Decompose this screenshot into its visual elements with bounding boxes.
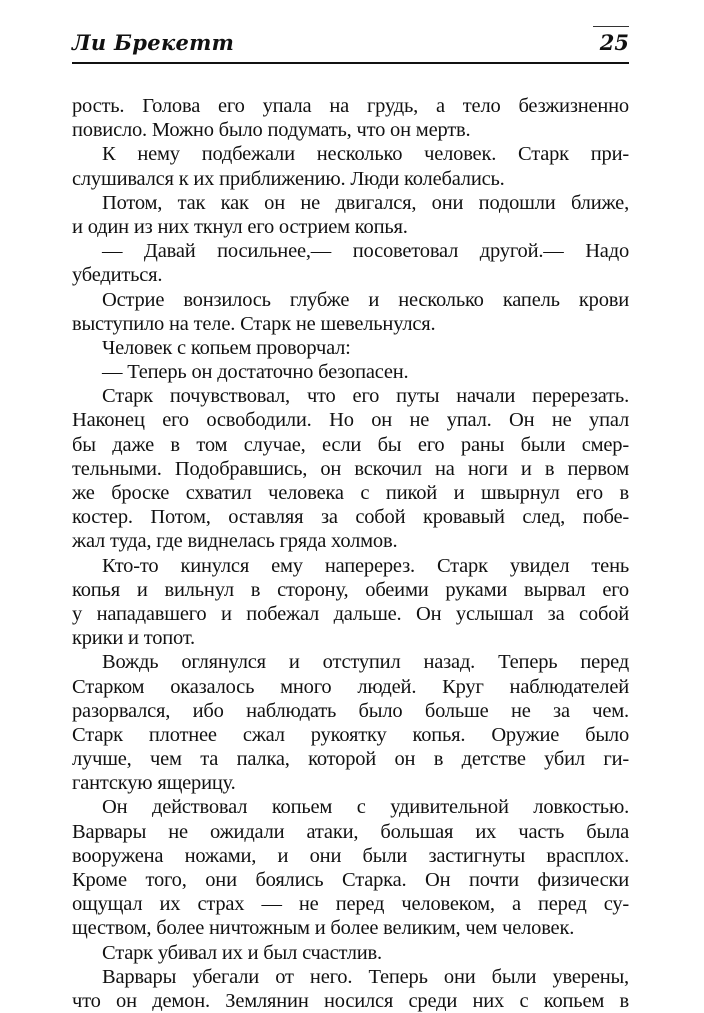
text-line: Человек с копьем проворчал: (102, 336, 351, 359)
text-line: выступило на теле. Старк не шевельнулся. (72, 312, 436, 335)
text-line: — Теперь он достаточно безопасен. (102, 361, 409, 384)
text-line: повисло. Можно было подумать, что он мертв. (72, 119, 471, 142)
text-line: у нападавшего и побежал дальше. Он услышал за собой (72, 602, 629, 625)
text-line: Кто-то кинулся ему наперерез. Старк увидел тень (102, 554, 629, 577)
text-line: Варвары не ожидали атаки, большая их часть была (72, 820, 629, 843)
text-line: Варвары убегали от него. Теперь они были уверены, (102, 965, 629, 988)
text-line: и один из них ткнул его острием копья. (72, 215, 408, 238)
text-line: разорвался, ибо наблюдать было больше не за чем. (72, 699, 629, 722)
text-line: Старком оказалось много людей. Круг наблюдателей (72, 675, 629, 698)
text-line: К нему подбежали несколько человек. Старк при- (102, 143, 629, 166)
text-line: Кроме того, они боялись Старка. Он почти физически (72, 869, 629, 891)
body-text (72, 94, 629, 1013)
text-line: вооружена ножами, и они были застигнуты врасплох. (72, 844, 629, 867)
text-line: крики и топот. (72, 627, 195, 650)
text-line: Старк почувствовал, что его путы начали перерезать. (102, 385, 629, 408)
page-number-overline (593, 26, 629, 27)
text-line: гантскую ящерицу. (72, 772, 236, 795)
text-line: Наконец его освободили. Но он не упал. Он не упал (72, 409, 629, 432)
text-line: копья и вильнул в сторону, обеими руками вырвал его (72, 578, 629, 601)
text-line: Он действовал копьем с удивительной ловкостью. (102, 796, 629, 819)
text-line: Старк убивал их и был счастлив. (102, 941, 382, 964)
text-line: бы даже в том случае, если бы его раны были смер- (72, 433, 629, 456)
text-line: Потом, так как он не двигался, они подошли ближе, (102, 191, 629, 214)
text-line: же броске схватил человека с пикой и швырнул его в (72, 482, 629, 504)
text-line: убедиться. (72, 264, 163, 287)
text-line: тельными. Подобравшись, он вскочил на ноги и в первом (72, 457, 629, 480)
text-line: слушивался к их приближению. Люди колебались. (72, 167, 505, 190)
text-line: что он демон. Землянин носился среди них с копьем в (72, 989, 629, 1012)
text-line: жал туда, где виднелась гряда холмов. (72, 530, 398, 553)
header-rule-divider (72, 62, 629, 64)
text-line: ощущал их страх — не перед человеком, а перед су- (72, 893, 629, 916)
text-line: Вождь оглянулся и отступил назад. Теперь перед (102, 651, 629, 674)
running-title-author: Ли Брекетт (72, 30, 235, 55)
text-line: рость. Голова его упала на грудь, а тело безжизненно (72, 95, 629, 117)
text-line: — Давай посильнее,— посоветовал другой.— Надо (102, 240, 629, 263)
page-header (72, 26, 629, 62)
text-line: ществом, более ничтожным и более великим, чем человек. (72, 917, 575, 940)
text-line: Острие вонзилось глубже и несколько капель крови (102, 288, 629, 311)
text-line: лучше, чем та палка, которой он в детстве убил ги- (72, 748, 629, 771)
page-number: 25 (599, 30, 629, 55)
text-line: костер. Потом, оставляя за собой кровавый след, побе- (72, 506, 629, 529)
text-line: Старк плотнее сжал рукоятку копья. Оружие было (72, 723, 629, 746)
